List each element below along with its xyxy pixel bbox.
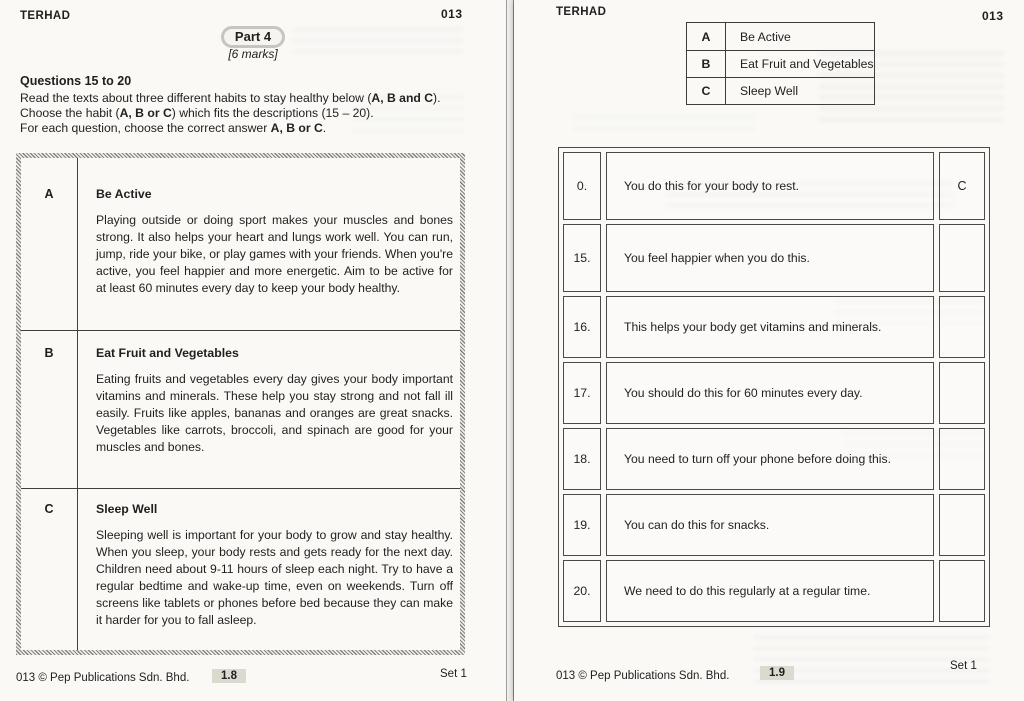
key-letter: B [687,51,726,77]
footer-page-number: 1.8 [212,669,246,683]
question-number: 17. [563,362,601,424]
question-row [563,362,985,424]
classification-label: TERHAD [556,6,607,18]
bleed-through-artifact [574,116,754,134]
footer-set-label: Set 1 [440,668,467,680]
questions-heading: Questions 15 to 20 [20,74,132,88]
question-row [563,296,985,358]
key-label: Sleep Well [740,84,799,98]
habit-letter: C [21,489,78,650]
habit-text: Eating fruits and vegetables every day gives your body important vitamins and minerals. These help you stay strong and not fall ill easily. Fruits like apples, bananas and oranges are great snacks. Vegetables like carrots, broccoli, and spinach are good for your muscles and bones. [96,372,453,454]
paper-code: 013 [441,7,463,21]
instruction-line-3: For each question, choose the correct answer A, B or C. [20,120,327,135]
key-label: Eat Fruit and Vegetables [740,57,874,71]
question-number: 0. [563,152,601,220]
footer-publisher: 013 © Pep Publications Sdn. Bhd. [16,672,190,684]
paper-code: 013 [982,9,1004,23]
key-letter: A [687,23,726,50]
key-row [687,50,874,77]
answer-cell [939,428,985,490]
question-number: 20. [563,560,601,622]
instructions [20,91,476,135]
question-number: 16. [563,296,601,358]
answer-cell [939,560,985,622]
question-number: 19. [563,494,601,556]
instruction-line-1: Read the texts about three different habits to stay healthy below (A, B and C). [20,91,441,105]
question-row [563,224,985,292]
question-row [563,494,985,556]
key-letter: C [687,78,726,104]
footer-publisher: 013 © Pep Publications Sdn. Bhd. [556,670,730,682]
habits-table [16,153,465,655]
question-number: 18. [563,428,601,490]
answer-cell [939,362,985,424]
page-seam [506,0,514,701]
question-text: We need to do this regularly at a regular time. [606,560,934,622]
key-row [687,77,874,104]
part-badge: Part 4 [221,26,285,48]
habit-letter: A [21,158,78,330]
key-label: Be Active [740,29,791,44]
habit-text: Playing outside or doing sport makes your muscles and bones strong. It also helps your heart and lungs work well. You can run, jump, ride your bike, or play games with your friends. When you're active, you feel happier and more energetic. Aim to be active for at least 60 minutes every day to keep your body healthy. [96,213,453,295]
answer-cell [939,224,985,292]
habit-row-c [21,488,460,650]
habit-body [78,158,460,330]
marks-label: [6 marks] [228,47,278,61]
key-row [687,23,874,50]
question-text: You can do this for snacks. [606,494,934,556]
question-row [563,152,985,220]
question-text: This helps your body get vitamins and minerals. [606,296,934,358]
part-badge-wrap [0,26,506,48]
habit-title: Eat Fruit and Vegetables [96,346,239,360]
question-text: You do this for your body to rest. [606,152,934,220]
question-number: 15. [563,224,601,292]
question-text: You feel happier when you do this. [606,224,934,292]
answer-cell: C [939,152,985,220]
question-row [563,560,985,622]
habit-title: Be Active [96,187,152,201]
habit-text: Sleeping well is important for your body to grow and stay healthy. When you sleep, your body rests and gets ready for the next day. Children need about 9-11 hours of sleep each night. Try to have a regular bedtime and wake-up time, even on weekends. Turn off screens like tablets or phones before bed because they can make it harder for you to fall asleep. [96,528,453,627]
habit-body [78,331,460,488]
answer-cell [939,296,985,358]
page-left [0,0,506,701]
habit-row-b [21,330,460,488]
question-text: You need to turn off your phone before doing this. [606,428,934,490]
habit-body [78,489,460,650]
habit-key-table [686,22,875,105]
questions-table [558,147,990,627]
answer-cell [939,494,985,556]
habit-title: Sleep Well [96,502,158,516]
habit-row-a [21,158,460,330]
classification-label: TERHAD [20,10,71,22]
footer-set-label: Set 1 [950,660,977,672]
instruction-line-2: Choose the habit (A, B or C) which fits the descriptions (15 – 20). [20,105,374,120]
question-text: You should do this for 60 minutes every day. [606,362,934,424]
footer-page-number: 1.9 [760,666,794,680]
question-row [563,428,985,490]
page-right [514,0,1024,701]
habit-letter: B [21,331,78,488]
